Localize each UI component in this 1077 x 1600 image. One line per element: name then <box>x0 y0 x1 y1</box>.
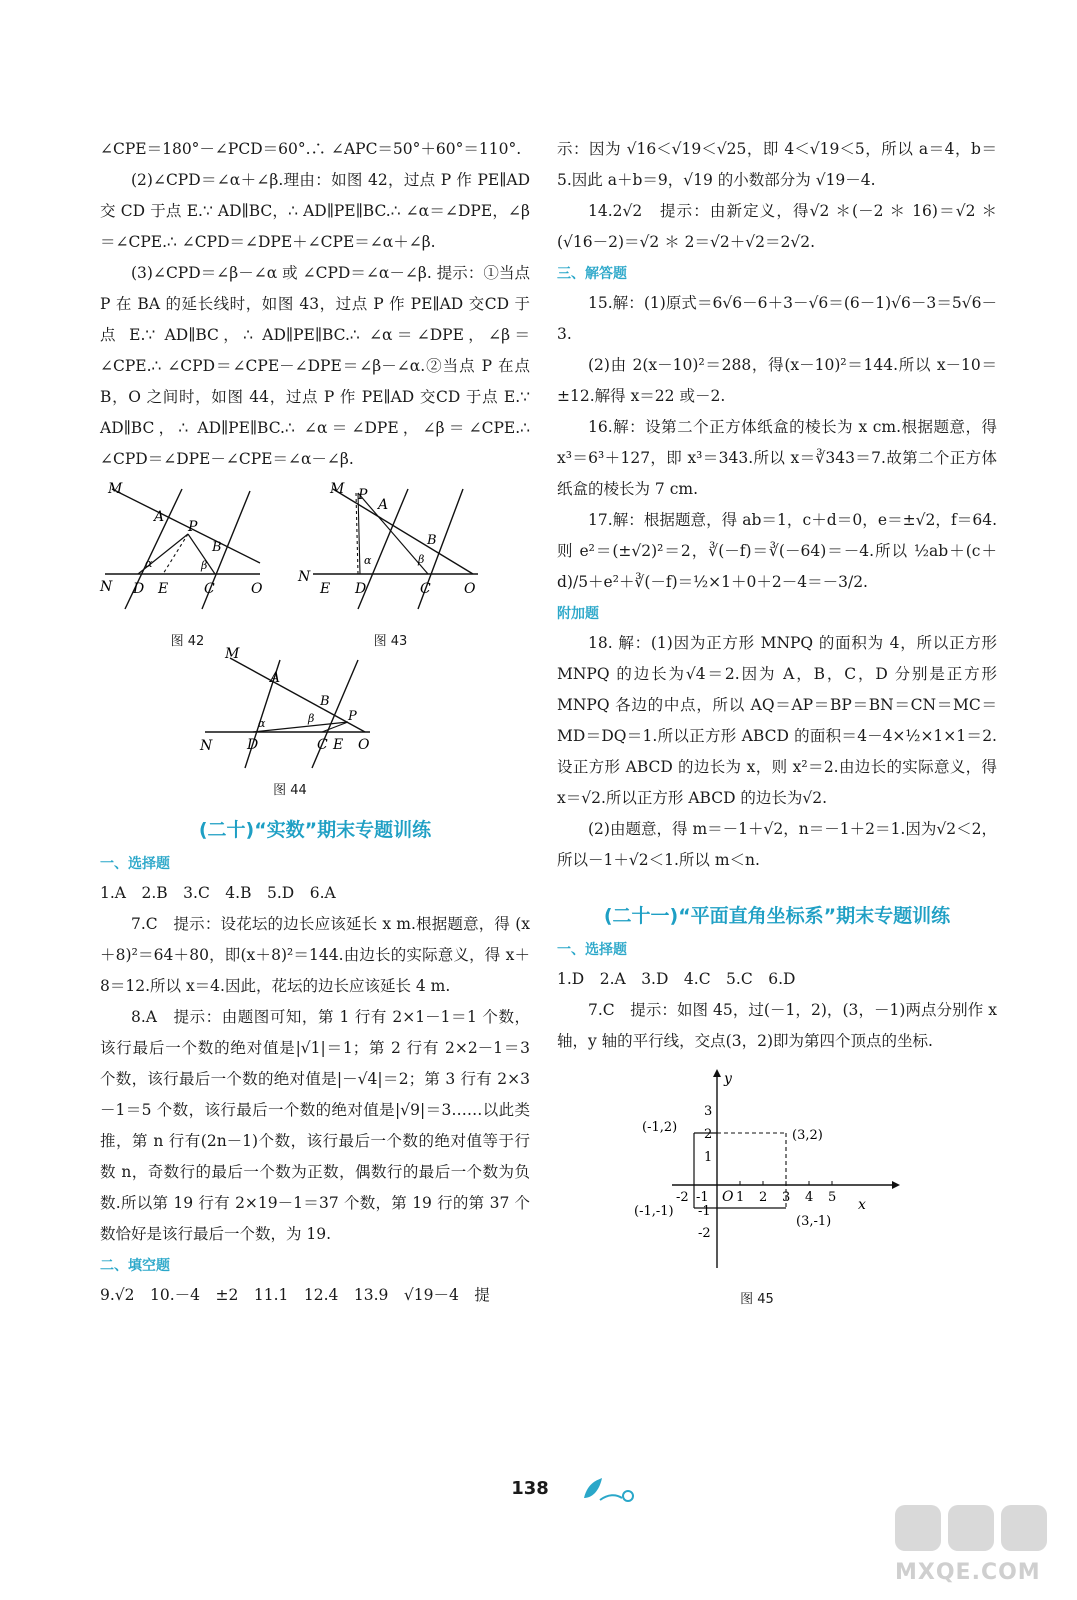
svg-text:D: D <box>247 737 259 753</box>
svg-text:β: β <box>201 559 208 572</box>
svg-text:2: 2 <box>759 1190 768 1205</box>
answer-q15a: 15.解：(1)原式＝6√6－6＋3－√6＝(6－1)√6－3＝5√6－3. <box>557 294 997 343</box>
choice-answers: 1.A 2.B 3.C 4.B 5.D 6.A <box>100 884 336 902</box>
svg-text:N: N <box>298 569 311 585</box>
svg-text:α: α <box>364 554 372 567</box>
svg-text:α: α <box>258 717 266 730</box>
svg-text:O: O <box>358 737 370 753</box>
section-title-21: (二十一)“平面直角坐标系”期末专题训练 <box>603 905 951 927</box>
svg-text:O: O <box>464 581 476 597</box>
answer-q8: 8.A 提示：由题图可知，第 1 行有 2×1－1＝1 个数，该行最后一个数的绝对值是|√1|＝1；第 2 行有 2×2－1＝3 个数，该行最后一个数的绝对值是|－√4|＝2；第 3 行有 2×3－1＝5 个数，该行最后一个数的绝对值是|√9|＝3……以此类推，第 n 行有(2n－1)个数，该行最后一个数的绝对值等于行数 n，奇数行的最后一个数为正数，偶数行的最后一个数为负数.所以第 19 行有 2×19－1＝37 个数，第 19 行的第 37 个数恰好是该行最后一个数，为 19. <box>100 1008 530 1243</box>
figure-row-42-43 <box>100 475 530 650</box>
svg-text:N: N <box>100 579 113 595</box>
figure-43 <box>298 481 483 649</box>
svg-text:B: B <box>427 533 437 548</box>
figure-45-diagram <box>634 1063 912 1278</box>
svg-text:P: P <box>358 487 368 503</box>
answer-q7: 7.C 提示：设花坛的边长应该延长 x m.根据题意，得 (x＋8)²＝64＋80，即(x＋8)²＝144.由边长的实际意义，得 x＋8＝12.所以 x＝4.因此，花坛的边长应该延长 4 m. <box>100 915 530 995</box>
svg-text:P: P <box>188 519 198 535</box>
figure-42 <box>100 481 275 649</box>
answer-q7-21: 7.C 提示：如图 45，过(－1，2)，(3，－1)两点分别作 x 轴，y 轴的平行线，交点(3，2)即为第四个顶点的坐标. <box>557 1001 997 1050</box>
svg-text:A: A <box>270 670 281 686</box>
answer-text: (3)∠CPD＝∠β－∠α 或 ∠CPD＝∠α－∠β. 提示：①当点 P 在 BA 的延长线时，如图 43，过点 P 作 PE∥AD 交CD 于点 E.∵ AD∥BC，∴ AD∥PE∥BC.∴ ∠α＝∠DPE，∠β＝∠CPE.∴ ∠CPD＝∠CPE－∠DPE＝∠β－∠α.②当点 P 在点 B，O 之间时，如图 44，过点 P 作 PE∥AD 交CD 于点 E.∵ AD∥BC，∴ AD∥PE∥BC.∴ ∠α＝∠DPE，∠β＝∠CPE.∴ ∠CPD＝∠DPE－∠CPE＝∠α－∠β. <box>100 264 530 468</box>
figure-45 <box>557 1063 997 1313</box>
figure-42-diagram <box>100 481 275 626</box>
page-number: 138 <box>511 1478 549 1499</box>
answer-q16: 16.解：设第二个正方体纸盒的棱长为 x cm.根据题意，得 x³＝6³＋127，即 x³＝343.所以 x＝∛343＝7.故第二个正方体纸盒的棱长为 7 cm. <box>557 418 997 498</box>
point-label: (-1,-1) <box>634 1204 674 1219</box>
figure-43-diagram <box>298 481 483 626</box>
svg-text:3: 3 <box>782 1190 791 1205</box>
left-column <box>100 134 530 1311</box>
svg-text:M: M <box>225 646 240 662</box>
answer-q14: 14.2√2 提示：由新定义，得√2 ＊(－2 ＊ 16)＝√2 ＊ (√16－2)＝√2 ＊ 2＝√2＋√2＝2√2. <box>557 202 997 251</box>
svg-text:N: N <box>200 738 213 754</box>
svg-text:β: β <box>418 553 425 566</box>
extra-header: 附加题 <box>557 606 599 622</box>
answer-q17: 17.解：根据题意，得 ab＝1，c＋d＝0，e＝±√2，f＝64.则 e²＝(±√2)²＝2，∛(－f)＝∛(－64)＝－4.所以 ½ab＋(c＋d)/5＋e²＋∛(－f)＝½×1＋0＋2－4＝－3/2. <box>557 511 997 591</box>
answer-q18b: (2)由题意，得 m＝－1＋√2，n＝－1＋2＝1.因为√2＜2，所以－1＋√2＜1.所以 m＜n. <box>557 820 997 869</box>
figure-45-caption: 图 45 <box>740 1292 774 1307</box>
solve-header: 三、解答题 <box>557 266 627 282</box>
figure-42-caption: 图 42 <box>170 634 205 649</box>
svg-text:3: 3 <box>704 1104 713 1119</box>
figure-43-caption: 图 43 <box>373 634 408 649</box>
svg-text:-1: -1 <box>698 1204 711 1219</box>
svg-text:B: B <box>212 540 222 555</box>
answer-q18a: 18. 解：(1)因为正方形 MNPQ 的面积为 4，所以正方形 MNPQ 的边长为√4＝2.因为 A，B，C，D 分别是正方形 MNPQ 各边的中点，所以 AQ＝AP＝BP＝BN＝CN＝MC＝MD＝DQ＝1.所以正方形 ABCD 的面积＝4－4×½×1×1＝2.设正方形 ABCD 的边长为 x，则 x²＝2.由边长的实际意义，得 x＝√2.所以正方形 ABCD 的边长为√2. <box>557 634 997 807</box>
svg-text:-2: -2 <box>676 1190 689 1205</box>
answer-text: (2)∠CPD＝∠α＋∠β.理由：如图 42，过点 P 作 PE∥AD 交 CD 于点 E.∵ AD∥BC，∴ AD∥PE∥BC.∴ ∠α＝∠DPE，∠β＝∠CPE.∴ ∠CPD＝∠DPE＋∠CPE＝∠α＋∠β. <box>100 171 530 251</box>
svg-text:2: 2 <box>704 1127 713 1142</box>
svg-text:B: B <box>320 694 330 709</box>
figure-44-diagram <box>200 646 380 775</box>
svg-text:5: 5 <box>828 1190 837 1205</box>
svg-text:C: C <box>420 581 431 597</box>
svg-text:C: C <box>317 737 328 753</box>
svg-text:O: O <box>251 581 263 597</box>
answer-text: ∠CPE＝180°－∠PCD＝60°.∴ ∠APC＝50°＋60°＝110°. <box>100 140 522 158</box>
point-label: (3,2) <box>792 1128 823 1143</box>
svg-text:-1: -1 <box>696 1190 709 1205</box>
fill-header: 二、填空题 <box>100 1258 170 1274</box>
svg-text:-2: -2 <box>698 1226 711 1241</box>
answer-q15b: (2)由 2(x－10)²＝288，得(x－10)²＝144.所以 x－10＝±12.解得 x＝22 或－2. <box>557 356 997 405</box>
choice-answers-21: 1.D 2.A 3.D 4.C 5.C 6.D <box>557 970 796 988</box>
svg-text:1: 1 <box>704 1150 713 1165</box>
figure-44 <box>200 646 380 798</box>
right-column <box>557 134 997 1313</box>
svg-text:D: D <box>355 581 367 597</box>
choice-header: 一、选择题 <box>100 856 170 872</box>
svg-text:4: 4 <box>805 1190 814 1205</box>
leaf-ornament-icon <box>580 1476 640 1506</box>
x-axis-label: x <box>858 1197 866 1213</box>
watermark-text: MXQE.COM <box>895 1560 1041 1585</box>
svg-text:β: β <box>308 712 315 725</box>
svg-text:α: α <box>145 557 153 570</box>
svg-text:1: 1 <box>736 1190 745 1205</box>
figure-44-caption: 图 44 <box>273 783 307 798</box>
fill-answers: 9.√2 10.－4 ±2 11.1 12.4 13.9 √19－4 提 <box>100 1286 490 1304</box>
origin-label: O <box>722 1189 734 1205</box>
svg-text:P: P <box>348 709 357 724</box>
svg-text:E: E <box>320 581 331 597</box>
svg-text:E: E <box>158 581 169 597</box>
svg-text:A: A <box>154 509 165 525</box>
svg-text:D: D <box>133 581 145 597</box>
choice-header-21: 一、选择题 <box>557 942 627 958</box>
svg-text:M: M <box>108 481 123 497</box>
svg-text:M: M <box>330 481 345 497</box>
point-label: (3,-1) <box>796 1214 832 1229</box>
answer-q13-continued: 示：因为 √16＜√19＜√25，即 4＜√19＜5，所以 a＝4，b＝5.因此 a＋b＝9，√19 的小数部分为 √19－4. <box>557 140 997 189</box>
point-label: (-1,2) <box>642 1120 678 1135</box>
section-title-20: (二十)“实数”期末专题训练 <box>198 819 432 841</box>
svg-text:E: E <box>333 737 344 753</box>
y-axis-label: y <box>724 1071 732 1087</box>
watermark-logo-icon <box>890 1500 1060 1560</box>
figure-row-44 <box>100 646 530 808</box>
svg-text:A: A <box>378 497 389 513</box>
svg-text:C: C <box>204 581 215 597</box>
